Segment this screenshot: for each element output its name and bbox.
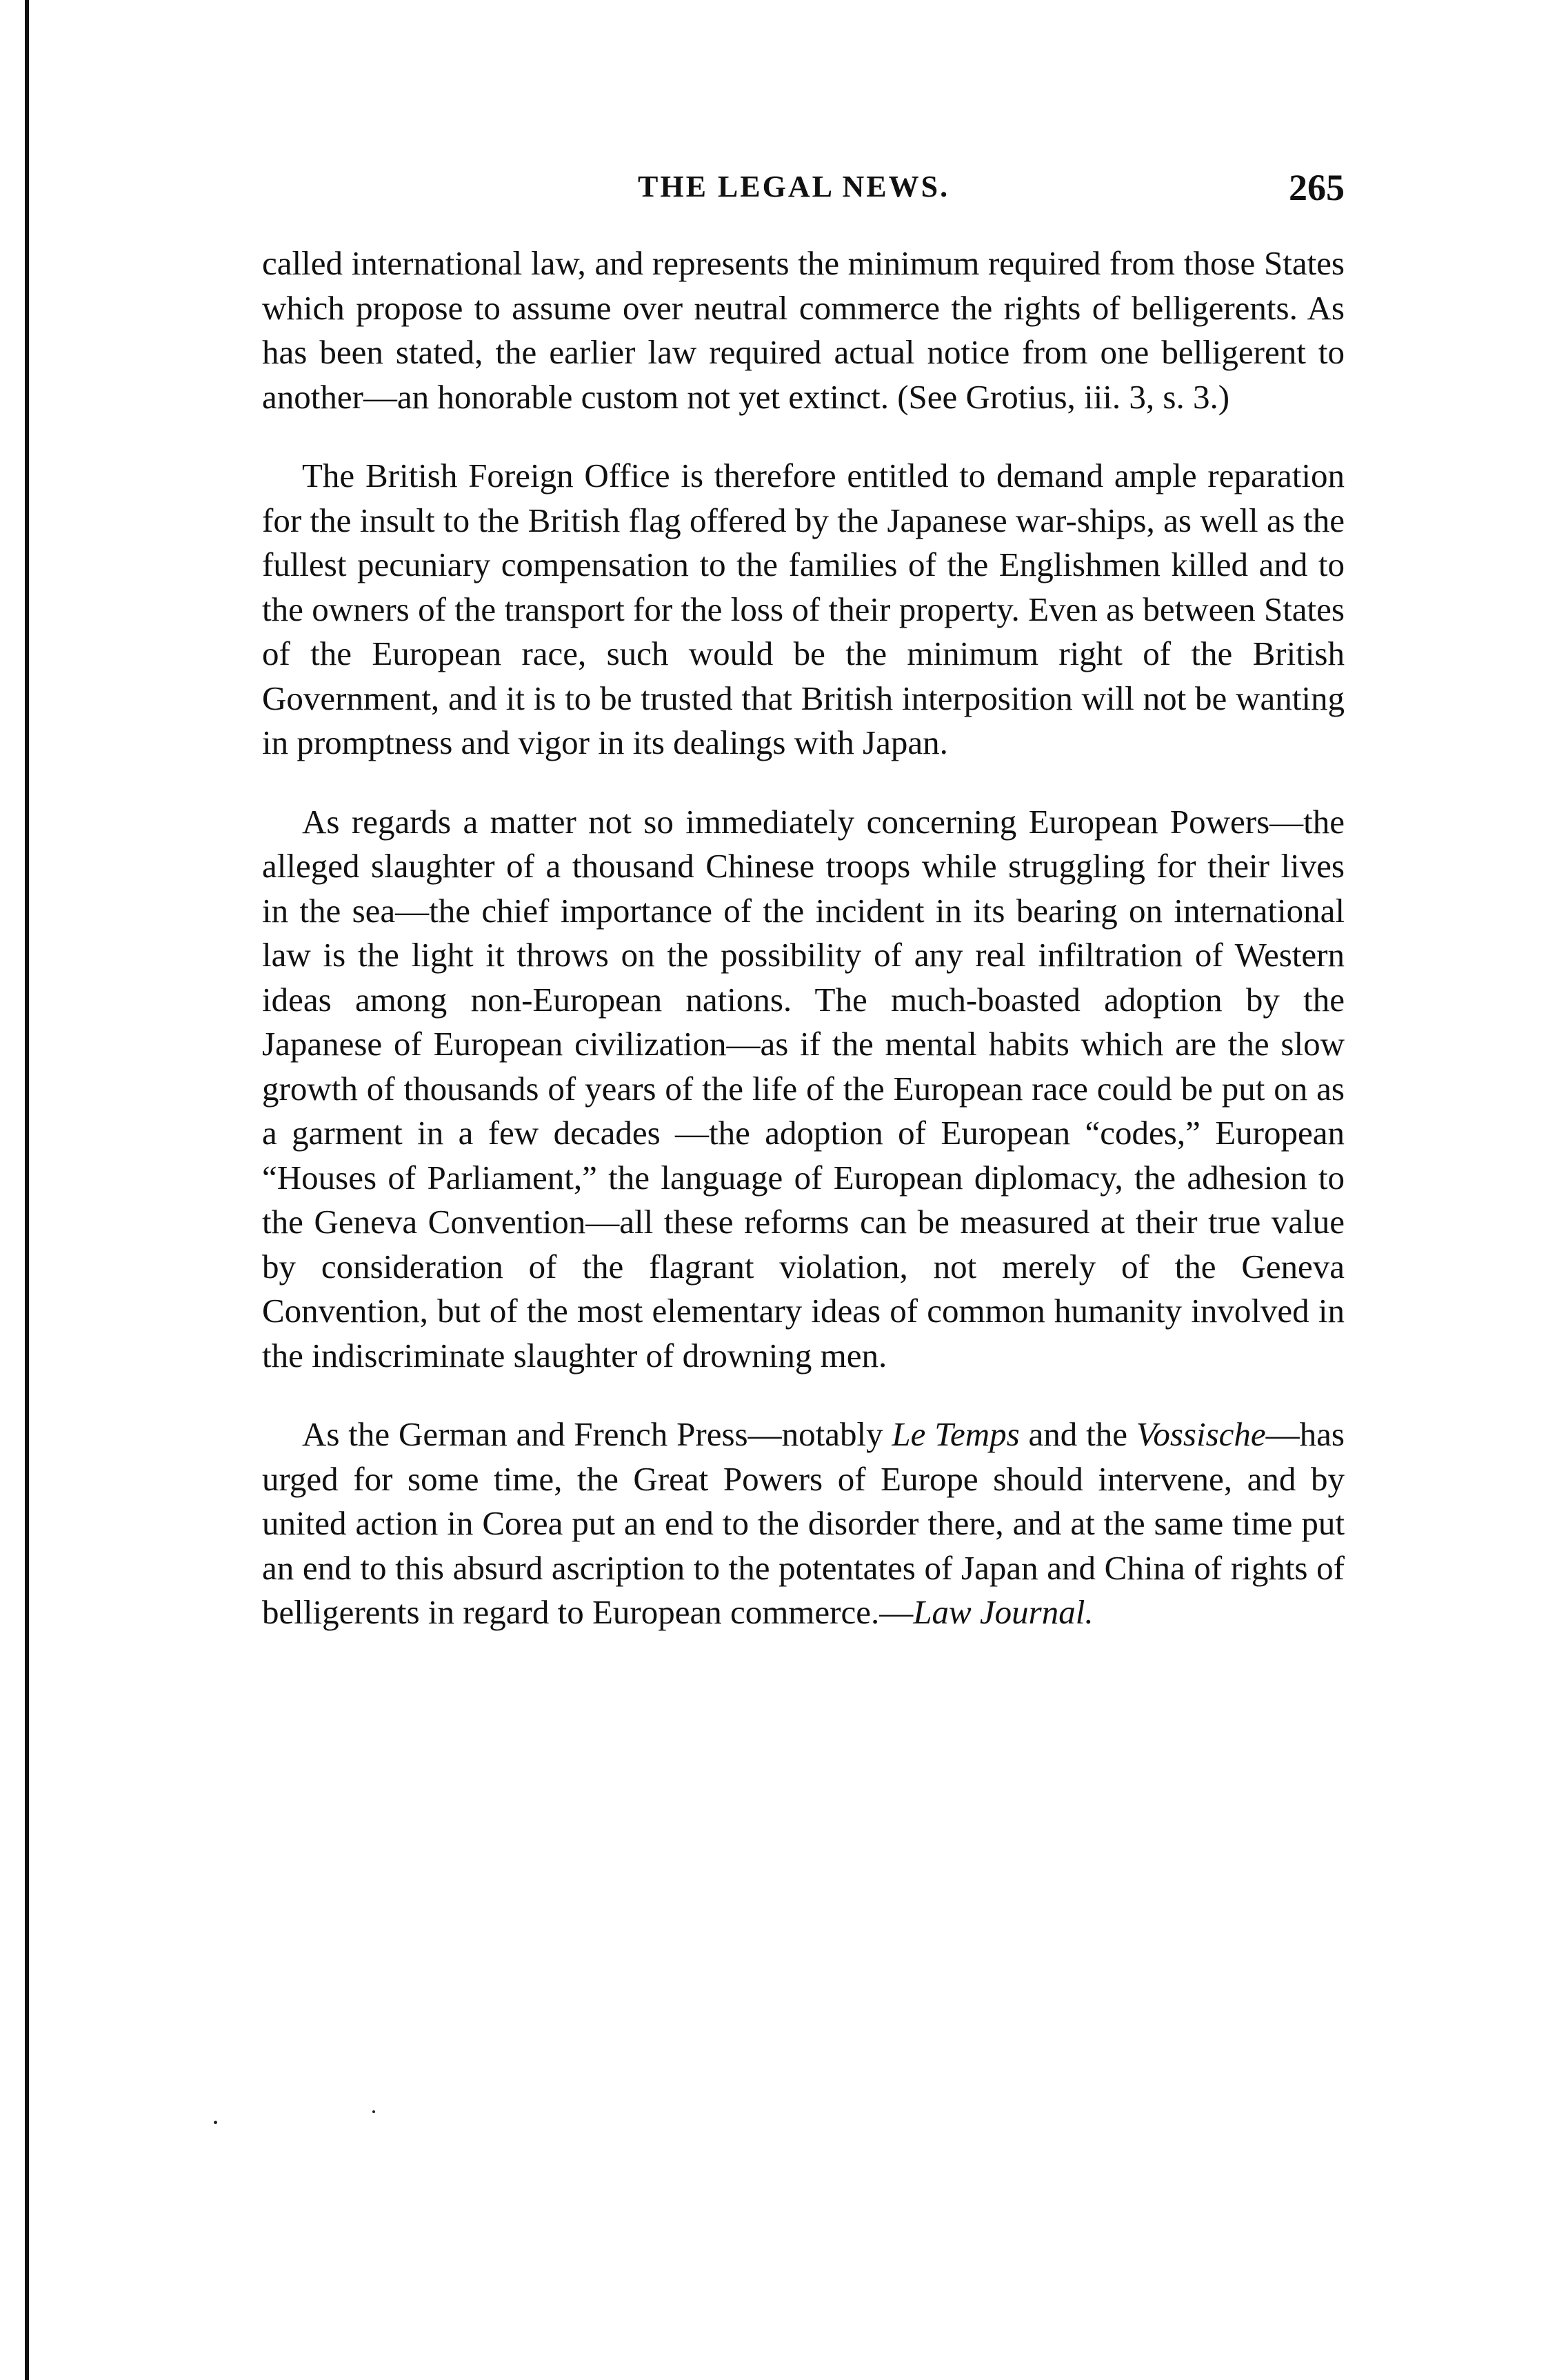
page-header bbox=[262, 169, 1345, 224]
page-number: 265 bbox=[1289, 167, 1345, 208]
paragraph-4-text-b: and the bbox=[1019, 1415, 1136, 1453]
paragraph-4 bbox=[262, 1412, 1345, 1635]
running-title: THE LEGAL NEWS. bbox=[638, 170, 950, 203]
ink-speck bbox=[214, 2121, 217, 2124]
paragraph-4-italic-law-journal: Law Journal. bbox=[913, 1593, 1094, 1631]
paragraph-4-text-a: As the German and French Press—notably bbox=[302, 1415, 892, 1453]
paragraph-4-italic-vossische: Vossische bbox=[1136, 1415, 1266, 1453]
body-text bbox=[262, 241, 1345, 1670]
paragraph-1: called international law, and represents the minimum required from those States which propose to assume over neutral commerce the rights of belligerents. As has been stated, the earlier law required actual notice from one belligerent to another—an honorable custom not yet extinct. (See Grotius, iii. 3, s. 3.) bbox=[262, 244, 1345, 416]
binding-edge-line bbox=[25, 0, 29, 2380]
paragraph-3: As regards a matter not so immediately concerning European Powers—the alleged slaughter of a thousand Chinese troops while struggling for their lives in the sea—the chief importance of the incident in its bearing on international law is the light it throws on the possibility of any real infiltration of Western ideas among non-European nations. The much-boasted adoption by the Japanese of European civilization—as if the mental habits which are the slow growth of thousands of years of the life of the European race could be put on as a garment in a few decades —the adoption of European “codes,” European “Houses of Parliament,” the language of European diplomacy, the adhesion to the Geneva Convention—all these reforms can be measured at their true value by consideration of the flagrant violation, not merely of the Geneva Convention, but of the most elementary ideas of common humanity involved in the indiscriminate slaughter of drowning men. bbox=[262, 802, 1345, 1374]
paragraph-4-italic-le-temps: Le Temps bbox=[892, 1415, 1020, 1453]
paragraph-2: The British Foreign Office is therefore entitled to demand ample reparation for the insult to the British flag offered by the Japanese war-ships, as well as the fullest pecuniary compensation to the families of the Englishmen killed and to the owners of the transport for the loss of their property. Even as between States of the European race, such would be the minimum right of the British Government, and it is to be trusted that British interposition will not be wanting in promptness and vigor in its dealings with Japan. bbox=[262, 457, 1345, 761]
ink-speck bbox=[372, 2110, 375, 2113]
paragraph-4-text-c: —has urged for some time, the Great Powers of Europe should intervene, and by united action in Corea put an end to the disorder there, and at the same time put an end to this absurd ascription to the potentates of Japan and China of rights of belligerents in regard to European commerce.— bbox=[262, 1415, 1345, 1631]
